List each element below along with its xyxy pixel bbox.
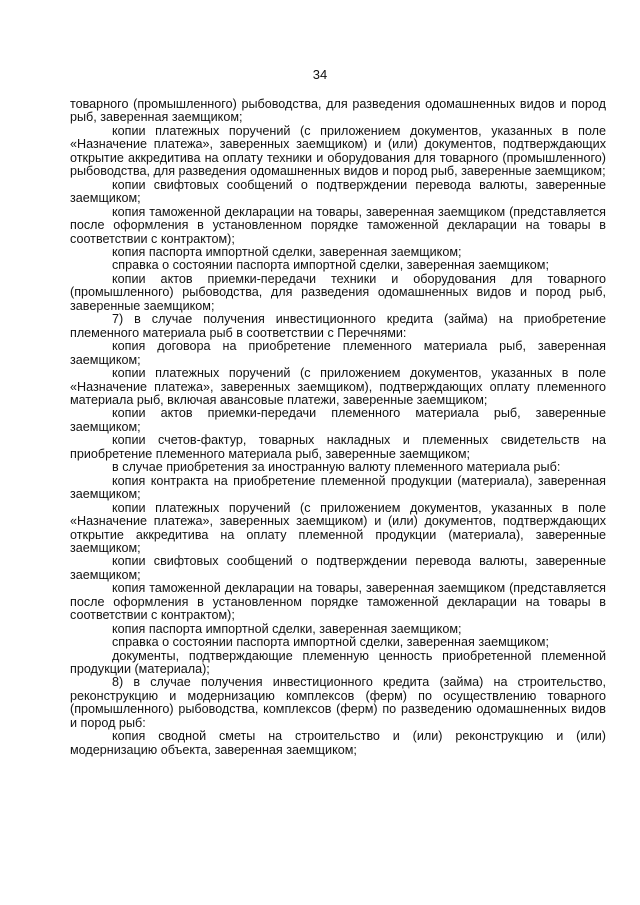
paragraph: справка о состоянии паспорта импортной сделки, заверенная заемщиком; [112, 635, 549, 650]
paragraph: копия паспорта импортной сделки, заверенная заемщиком; [112, 244, 462, 259]
paragraph: документы, подтверждающие племенную ценность приобретенной племенной продукции (материала); [70, 648, 606, 677]
paragraph: копии платежных поручений (с приложением документов, указанных в поле «Назначение платежа», заверенных заемщиком) и (или) документов, подтверждающих открытие аккредитива на оплату техники и оборудования для товарного (промышленного) рыбоводства, для разведения одомашненных видов и пород рыб, заверенные заемщиком; [70, 123, 606, 179]
paragraph: копия таможенной декларации на товары, заверенная заемщиком (представляется после оформления в установленном порядке таможенной декларации на товары в соответствии с контрактом); [70, 204, 606, 246]
paragraph: копии платежных поручений (с приложением документов, указанных в поле «Назначение платежа», заверенных заемщиком) и (или) документов, подтверждающих открытие аккредитива на оплату племенной продукции (материала), заверенные заемщиком; [70, 500, 606, 555]
page-number: 34 [312, 67, 328, 82]
paragraph: копия паспорта импортной сделки, заверенная заемщиком; [112, 621, 462, 636]
paragraph: копия сводной сметы на строительство и (или) реконструкцию и (или) модернизацию объекта, заверенная заемщиком; [70, 729, 606, 757]
paragraph: товарного (промышленного) рыбоводства, для разведения одомашненных видов и пород рыб, заверенная заемщиком; [70, 97, 606, 125]
paragraph: 7) в случае получения инвестиционного кредита (займа) на приобретение племенного материала рыб в соответствии с Перечнями: [70, 312, 606, 340]
paragraph: копия контракта на приобретение племенной продукции (материала), заверенная заемщиком; [70, 473, 606, 502]
paragraph: копия договора на приобретение племенного материала рыб, заверенная заемщиком; [70, 339, 606, 367]
paragraph: копия таможенной декларации на товары, заверенная заемщиком (представляется после оформления в установленном порядке таможенной декларации на товары в соответствии с контрактом); [70, 581, 606, 623]
paragraph: 8) в случае получения инвестиционного кредита (займа) на строительство, реконструкцию и модернизацию комплексов (ферм) по осуществлению товарного (промышленного) рыбоводства, комплексов (ферм) по разведению одомашненных видов и пород рыб: [70, 675, 606, 730]
paragraph: копии свифтовых сообщений о подтверждении перевода валюты, заверенные заемщиком; [70, 177, 606, 206]
paragraph: копии счетов-фактур, товарных накладных и племенных свидетельств на приобретение племенного материала рыб, заверенные заемщиком; [70, 433, 606, 461]
paragraph: копии платежных поручений (с приложением документов, указанных в поле «Назначение платежа», заверенных заемщиком), подтверждающих оплату племенного материала рыб, включая авансовые платежи, заверенные заемщиком; [70, 366, 606, 407]
paragraph: справка о состоянии паспорта импортной сделки, заверенная заемщиком; [112, 258, 549, 273]
document-body [70, 98, 606, 757]
paragraph: копии актов приемки-передачи племенного материала рыб, заверенные заемщиком; [70, 406, 606, 434]
paragraph: копии свифтовых сообщений о подтверждении перевода валюты, заверенные заемщиком; [70, 554, 606, 582]
paragraph: в случае приобретения за иностранную валюту племенного материала рыб: [112, 460, 561, 475]
paragraph: копии актов приемки-передачи техники и оборудования для товарного (промышленного) рыбоводства, для разведения одомашненных видов и пород рыб, заверенные заемщиком; [70, 271, 606, 313]
